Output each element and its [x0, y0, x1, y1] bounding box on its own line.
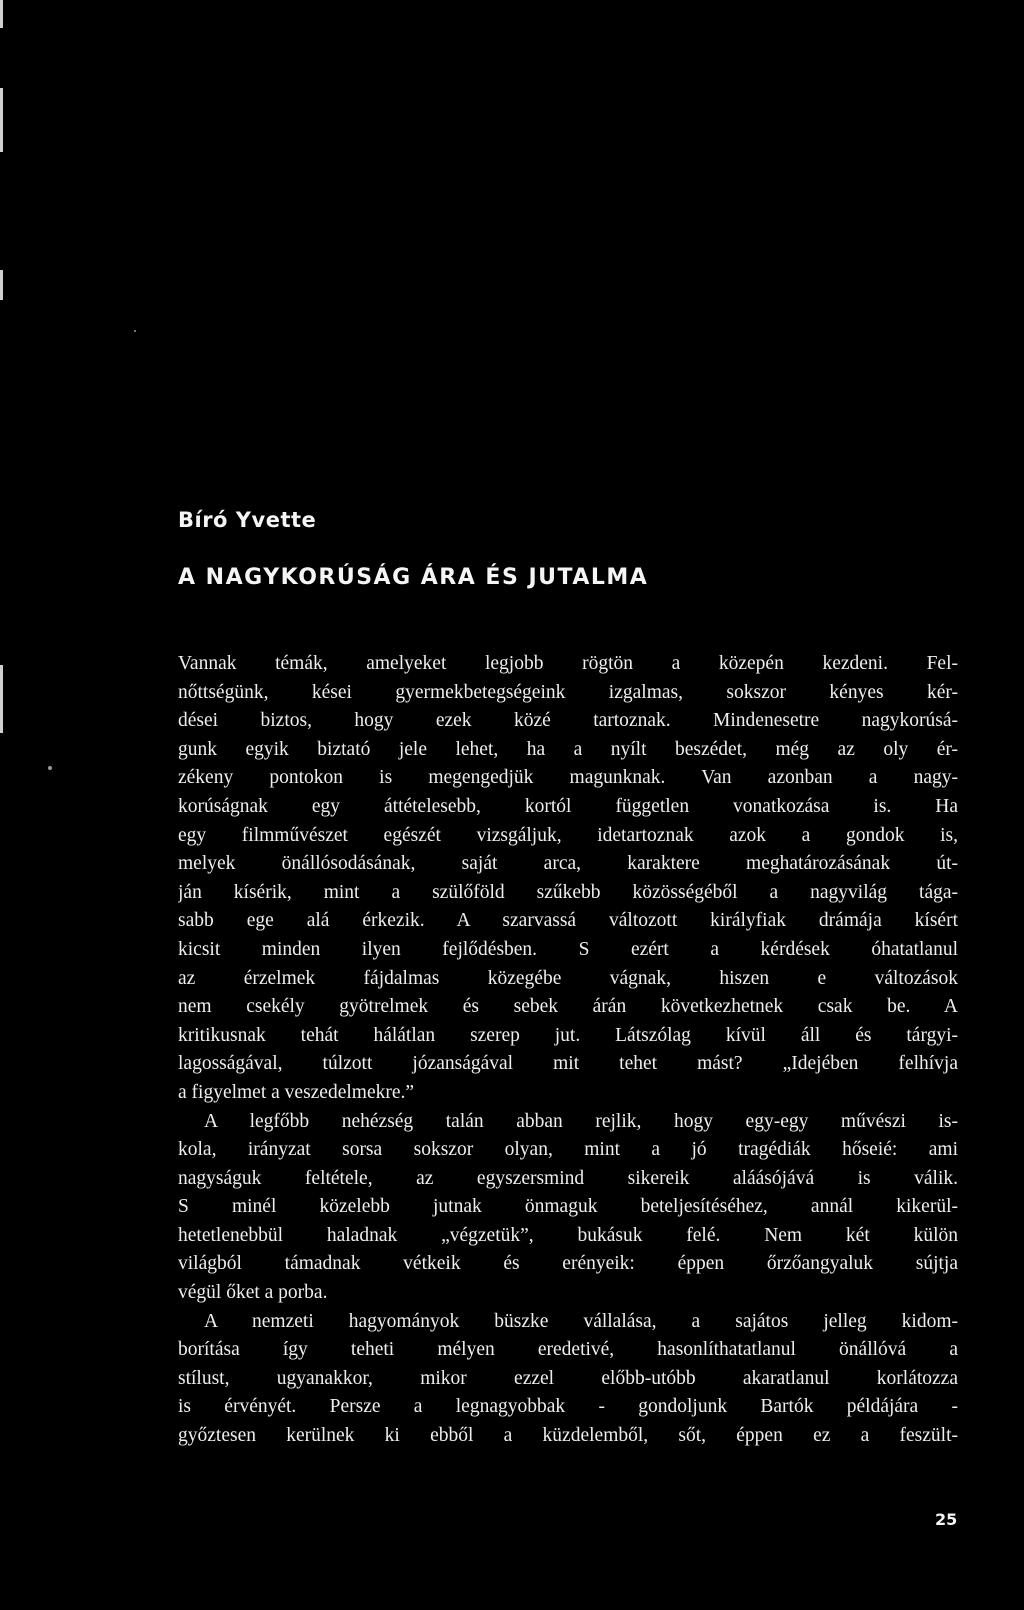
- body-line: kritikusnak tehát hálátlan szerep jut. Látszólag kívül áll és tárgyi-: [178, 1024, 958, 1046]
- body-line: zékeny pontokon is megengedjük magunknak. Van azonban a nagy-: [178, 767, 958, 789]
- body-line: kola, irányzat sorsa sokszor olyan, mint a jó tragédiák hőseié: ami: [178, 1139, 958, 1161]
- article-body: [178, 650, 958, 1451]
- body-line: A nemzeti hagyományok büszke vállalása, a sajátos jelleg kidom-: [204, 1310, 958, 1332]
- body-line: kicsit minden ilyen fejlődésben. S ezért a kérdések óhatatlanul: [178, 938, 958, 960]
- body-line: lagosságával, túlzott józanságával mit tehet mást? „Idejében felhívja: [178, 1053, 958, 1075]
- body-line: S minél közelebb jutnak önmaguk beteljesítéséhez, annál kikerül-: [178, 1196, 958, 1218]
- scan-speck: [134, 330, 136, 332]
- body-line: borítása így teheti mélyen eredetivé, hasonlíthatatlanul önállóvá a: [178, 1339, 958, 1361]
- body-line: győztesen kerülnek ki ebből a küzdelemből, sőt, éppen ez a feszült-: [178, 1425, 958, 1447]
- body-line: Vannak témák, amelyeket legjobb rögtön a közepén kezdeni. Fel-: [178, 653, 958, 674]
- body-line: melyek önállósodásának, saját arca, karaktere meghatározásának út-: [178, 853, 958, 875]
- body-line: dései biztos, hogy ezek közé tartoznak. Mindenesetre nagykorúsá-: [178, 710, 958, 732]
- body-line: a figyelmet a veszedelmekre.”: [178, 1081, 415, 1103]
- body-line: is érvényét. Persze a legnagyobbak - gondoljunk Bartók példájára -: [178, 1396, 958, 1418]
- body-line: végül őket a porba.: [178, 1282, 328, 1304]
- body-line: stílust, ugyanakkor, mikor ezzel előbb-utóbb akaratlanul korlátozza: [178, 1367, 958, 1389]
- page-number: 25: [935, 1510, 958, 1529]
- body-line: világból támadnak vétkeik és erényeik: éppen őrzőangyaluk sújtja: [178, 1253, 958, 1275]
- body-line: nem csekély gyötrelmek és sebek árán következhetnek csak be. A: [178, 996, 958, 1018]
- body-line: gunk egyik biztató jele lehet, ha a nyílt beszédet, még az oly ér-: [178, 738, 958, 760]
- body-line: sabb ege alá érkezik. A szarvassá változott királyfiak drámája kísért: [178, 910, 958, 932]
- body-line: egy filmművészet egészét vizsgáljuk, idetartoznak azok a gondok is,: [178, 824, 958, 846]
- body-line: az érzelmek fájdalmas közegébe vágnak, hiszen e változások: [178, 967, 958, 989]
- page-edge-mark: [0, 270, 3, 300]
- body-line: korúságnak egy áttételesebb, kortól független vonatkozása is. Ha: [178, 795, 958, 817]
- page-edge-mark: [0, 0, 3, 28]
- scan-speck: [48, 766, 52, 770]
- page-edge-mark: [0, 665, 3, 733]
- body-line: A legfőbb nehézség talán abban rejlik, hogy egy-egy művészi is-: [204, 1110, 958, 1132]
- article-author: Bíró Yvette: [178, 508, 317, 532]
- body-line: ján kísérik, mint a szülőföld szűkebb közösségéből a nagyvilág tága-: [178, 881, 958, 903]
- article-title: A NAGYKORÚSÁG ÁRA ÉS JUTALMA: [178, 565, 649, 590]
- body-line: hetetlenebbül haladnak „végzetük”, bukásuk felé. Nem két külön: [178, 1224, 958, 1246]
- page-edge-mark: [0, 88, 3, 152]
- body-line: nagyságuk feltétele, az egyszersmind sikereik aláásójává is válik.: [178, 1167, 958, 1189]
- body-line: nőttségünk, kései gyermekbetegségeink izgalmas, sokszor kényes kér-: [178, 681, 958, 703]
